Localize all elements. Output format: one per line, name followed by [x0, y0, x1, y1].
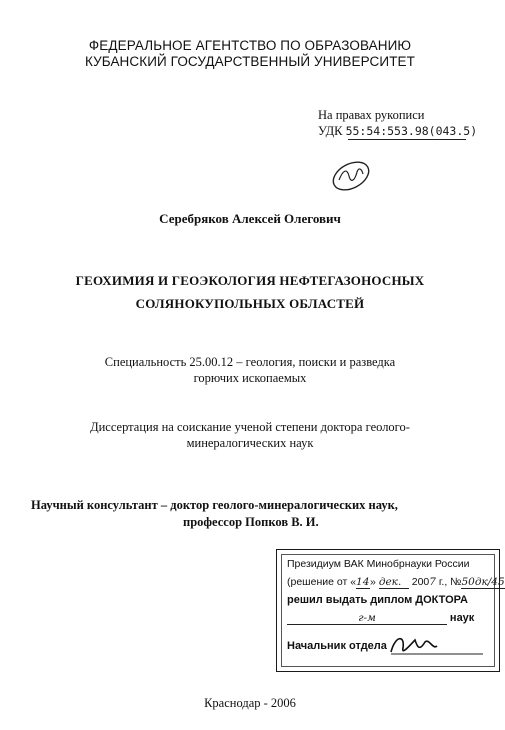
consultant-line2: профессор Попков В. И. — [183, 515, 319, 529]
vak-decision-prefix: (решение от « — [287, 576, 357, 588]
vak-chief-label: Начальник отдела — [287, 640, 387, 652]
consultant-line1: Научный консультант – доктор геолого-минералогических наук, — [31, 498, 398, 512]
specialty-line2: горючих ископаемых — [193, 371, 307, 385]
vak-science-field-line — [287, 612, 447, 625]
vak-decision-day: 14 — [356, 576, 370, 588]
signature-icon — [387, 630, 487, 660]
vak-approval-stamp — [276, 549, 505, 672]
udk-row — [318, 124, 477, 139]
degree-line1: Диссертация на соискание ученой степени доктора геолого- — [90, 420, 410, 434]
vak-diploma-line: решил выдать диплом ДОКТОРА — [287, 594, 468, 606]
vak-decision-no-label: г., № — [438, 576, 462, 588]
vak-decision-month: дек. — [379, 576, 409, 589]
manuscript-rights-label: На правах рукописи — [318, 108, 425, 122]
vak-decision-row — [287, 576, 505, 589]
university-name: КУБАНСКИЙ ГОСУДАРСТВЕННЫЙ УНИВЕРСИТЕТ — [84, 54, 415, 69]
vak-science-row — [287, 612, 487, 625]
udk-label: УДК — [318, 124, 343, 138]
specialty-line1: Специальность 25.00.12 – геология, поиски и разведка — [104, 355, 396, 369]
vak-decision-year-prefix: 200 — [411, 576, 430, 588]
vak-decision-number: 50дк/45 — [461, 576, 505, 588]
dissertation-title-line1: ГЕОХИМИЯ И ГЕОЭКОЛОГИЯ НЕФТЕГАЗОНОСНЫХ — [75, 273, 425, 288]
agency-name: ФЕДЕРАЛЬНОЕ АГЕНТСТВО ПО ОБРАЗОВАНИЮ — [88, 38, 412, 53]
udk-code: 55:54:553.98(043.5) — [345, 124, 478, 138]
vak-science-field: г-м — [358, 612, 376, 624]
library-stamp-icon — [327, 158, 375, 194]
vak-science-label: наук — [449, 612, 475, 624]
dissertation-title-line2: СОЛЯНОКУПОЛЬНЫХ ОБЛАСТЕЙ — [135, 296, 365, 311]
author-name: Серебряков Алексей Олегович — [159, 211, 341, 226]
vak-presidium: Президиум ВАК Минобрнауки России — [287, 558, 470, 570]
udk-underline — [348, 139, 466, 140]
degree-line2: минералогических наук — [186, 436, 314, 450]
city-and-year: Краснодар - 2006 — [204, 696, 296, 710]
vak-decision-year: 7 — [429, 576, 436, 588]
vak-decision-quote: » — [370, 576, 376, 588]
